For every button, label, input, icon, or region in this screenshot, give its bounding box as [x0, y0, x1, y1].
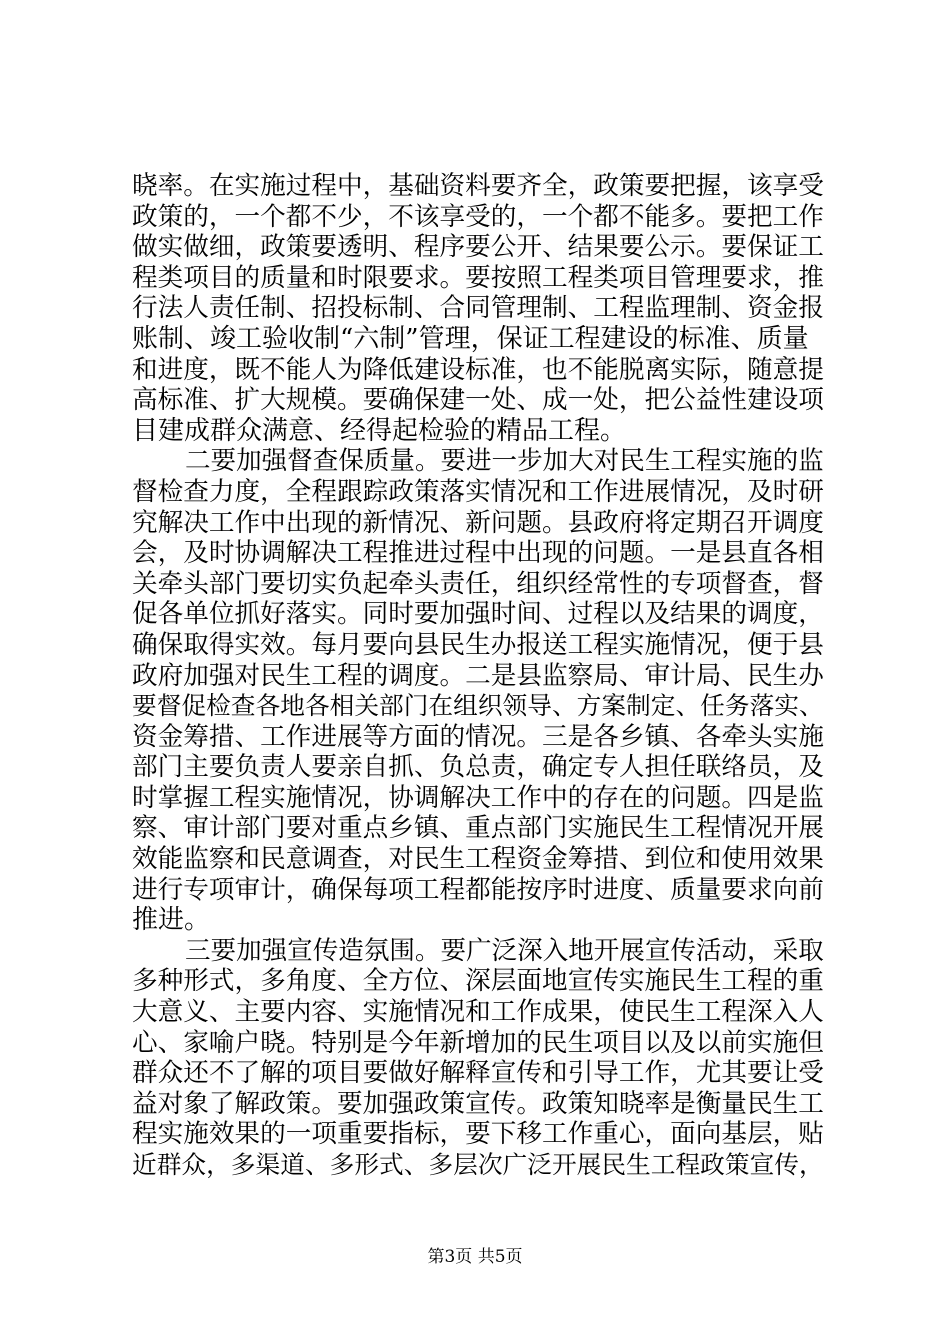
text-line: 确保取得实效。每月要向县民生办报送工程实施情况，便于县	[132, 629, 824, 660]
text-line: 程实施效果的一项重要指标，要下移工作重心，面向基层，贴	[132, 1119, 824, 1150]
text-line: 政府加强对民生工程的调度。二是县监察局、审计局、民生办	[132, 660, 824, 691]
text-line: 心、家喻户晓。特别是今年新增加的民生项目以及以前实施但	[132, 1027, 824, 1058]
text-line: 三要加强宣传造氛围。要广泛深入地开展宣传活动，采取	[185, 935, 824, 966]
text-line: 多种形式，多角度、全方位、深层面地宣传实施民生工程的重	[132, 966, 824, 997]
text-line: 究解决工作中出现的新情况、新问题。县政府将定期召开调度	[132, 507, 824, 538]
text-line: 和进度，既不能人为降低建设标准，也不能脱离实际，随意提	[132, 354, 824, 385]
text-line: 近群众，多渠道、多形式、多层次广泛开展民生工程政策宣传，	[132, 1150, 824, 1179]
text-line: 察、审计部门要对重点乡镇、重点部门实施民生工程情况开展	[132, 813, 824, 844]
text-line: 群众还不了解的项目要做好解释宣传和引导工作，尤其要让受	[132, 1058, 824, 1089]
text-line: 促各单位抓好落实。同时要加强时间、过程以及结果的调度，	[132, 599, 824, 630]
text-line: 做实做细，政策要透明、程序要公开、结果要公示。要保证工	[132, 232, 824, 263]
text-line: 推进。	[132, 905, 211, 936]
text-line: 行法人责任制、招投标制、合同管理制、工程监理制、资金报	[132, 293, 824, 324]
text-line: 进行专项审计，确保每项工程都能按序时进度、质量要求向前	[132, 874, 824, 905]
text-line: 二要加强督查保质量。要进一步加大对民生工程实施的监	[185, 446, 824, 477]
text-line: 时掌握工程实施情况，协调解决工作中的存在的问题。四是监	[132, 782, 824, 813]
text-line: 高标准、扩大规模。要确保建一处、成一处，把公益性建设项	[132, 385, 824, 416]
text-line: 目建成群众满意、经得起检验的精品工程。	[132, 415, 627, 446]
text-line: 效能监察和民意调查，对民生工程资金筹措、到位和使用效果	[132, 844, 824, 875]
text-line: 部门主要负责人要亲自抓、负总责，确定专人担任联络员，及	[132, 752, 824, 783]
text-line: 晓率。在实施过程中，基础资料要齐全，政策要把握，该享受	[132, 171, 824, 201]
text-line: 程类项目的质量和时限要求。要按照工程类项目管理要求，推	[132, 262, 824, 293]
text-line: 益对象了解政策。要加强政策宣传。政策知晓率是衡量民生工	[132, 1088, 824, 1119]
text-line: 会，及时协调解决工程推进过程中出现的问题。一是县直各相	[132, 538, 824, 569]
text-line: 督检查力度，全程跟踪政策落实情况和工作进展情况，及时研	[132, 476, 824, 507]
body-text	[132, 171, 824, 1181]
page-footer: 第3页 共5页	[427, 1247, 523, 1267]
text-line: 要督促检查各地各相关部门在组织领导、方案制定、任务落实、	[132, 691, 824, 721]
text-line: 政策的，一个都不少，不该享受的，一个都不能多。要把工作	[132, 201, 824, 232]
text-line: 大意义、主要内容、实施情况和工作成果，使民生工程深入人	[132, 997, 824, 1028]
text-line: 关牵头部门要切实负起牵头责任，组织经常性的专项督查，督	[132, 568, 824, 599]
text-line: 账制、竣工验收制“六制”管理，保证工程建设的标准、质量	[132, 323, 809, 354]
text-line: 资金筹措、工作进展等方面的情况。三是各乡镇、各牵头实施	[132, 721, 824, 752]
